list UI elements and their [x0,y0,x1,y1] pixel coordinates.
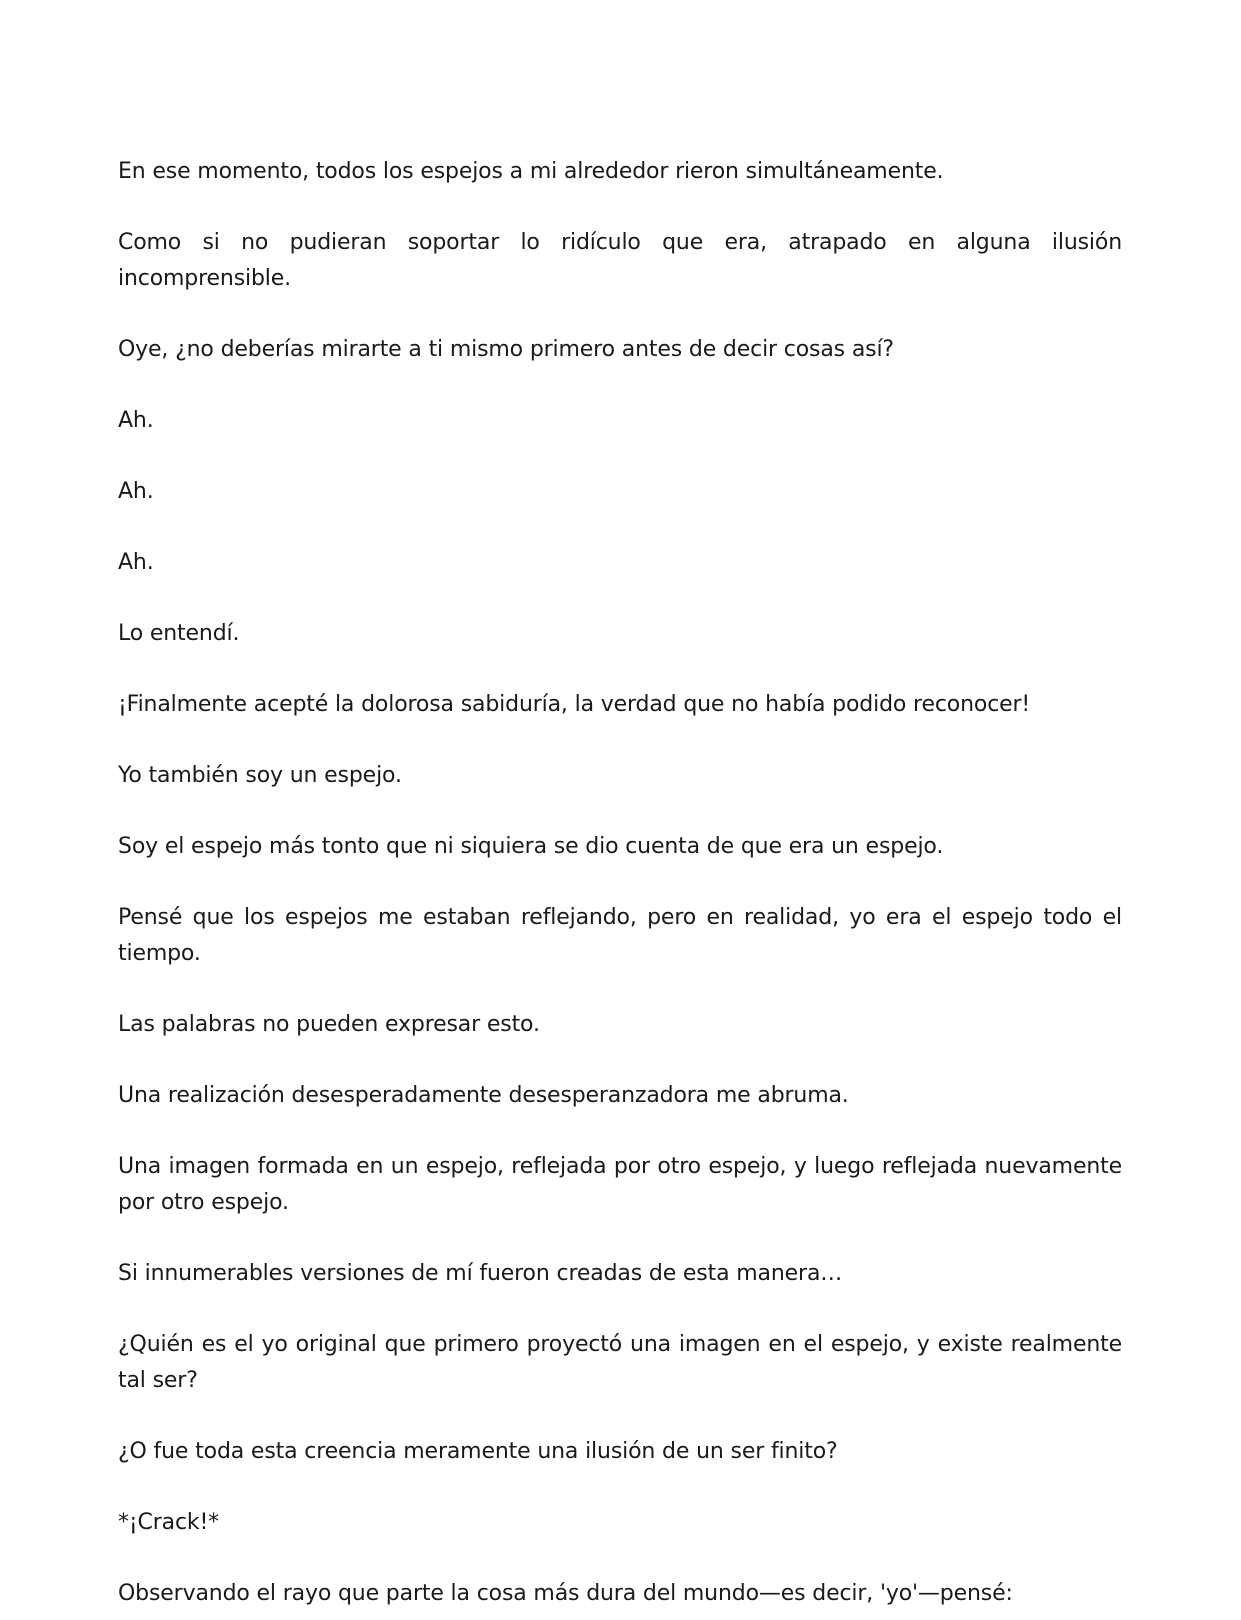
paragraph-7: Lo entendí. [118,621,240,646]
paragraph-18: *¡Crack!* [118,1510,220,1535]
paragraph-1: En ese momento, todos los espejos a mi alrededor rieron simultáneamente. [118,159,944,184]
paragraph-5: Ah. [118,479,154,504]
paragraph-8: ¡Finalmente acepté la dolorosa sabiduría, la verdad que no había podido reconocer! [118,692,1031,717]
paragraph-12: Las palabras no pueden expresar esto. [118,1012,540,1037]
paragraph-14: Una imagen formada en un espejo, reflejada por otro espejo, y luego reflejada nuevamente por otro espejo. [118,1154,1122,1215]
paragraph-15: Si innumerables versiones de mí fueron creadas de esta manera… [118,1261,843,1286]
paragraph-9: Yo también soy un espejo. [118,763,402,788]
paragraph-17: ¿O fue toda esta creencia meramente una ilusión de un ser finito? [118,1439,838,1464]
paragraph-3: Oye, ¿no deberías mirarte a ti mismo primero antes de decir cosas así? [118,337,894,362]
paragraph-2: Como si no pudieran soportar lo ridículo que era, atrapado en alguna ilusión incomprensible. [118,230,1122,291]
document-body [118,154,1122,1612]
paragraph-11: Pensé que los espejos me estaban reflejando, pero en realidad, yo era el espejo todo el tiempo. [118,905,1122,966]
paragraph-10: Soy el espejo más tonto que ni siquiera se dio cuenta de que era un espejo. [118,834,944,859]
paragraph-19: Observando el rayo que parte la cosa más dura del mundo—es decir, 'yo'—pensé: [118,1581,1013,1606]
paragraph-16: ¿Quién es el yo original que primero proyectó una imagen en el espejo, y existe realmente tal ser? [118,1332,1122,1393]
paragraph-13: Una realización desesperadamente desesperanzadora me abruma. [118,1083,849,1108]
paragraph-6: Ah. [118,550,154,575]
paragraph-4: Ah. [118,408,154,433]
